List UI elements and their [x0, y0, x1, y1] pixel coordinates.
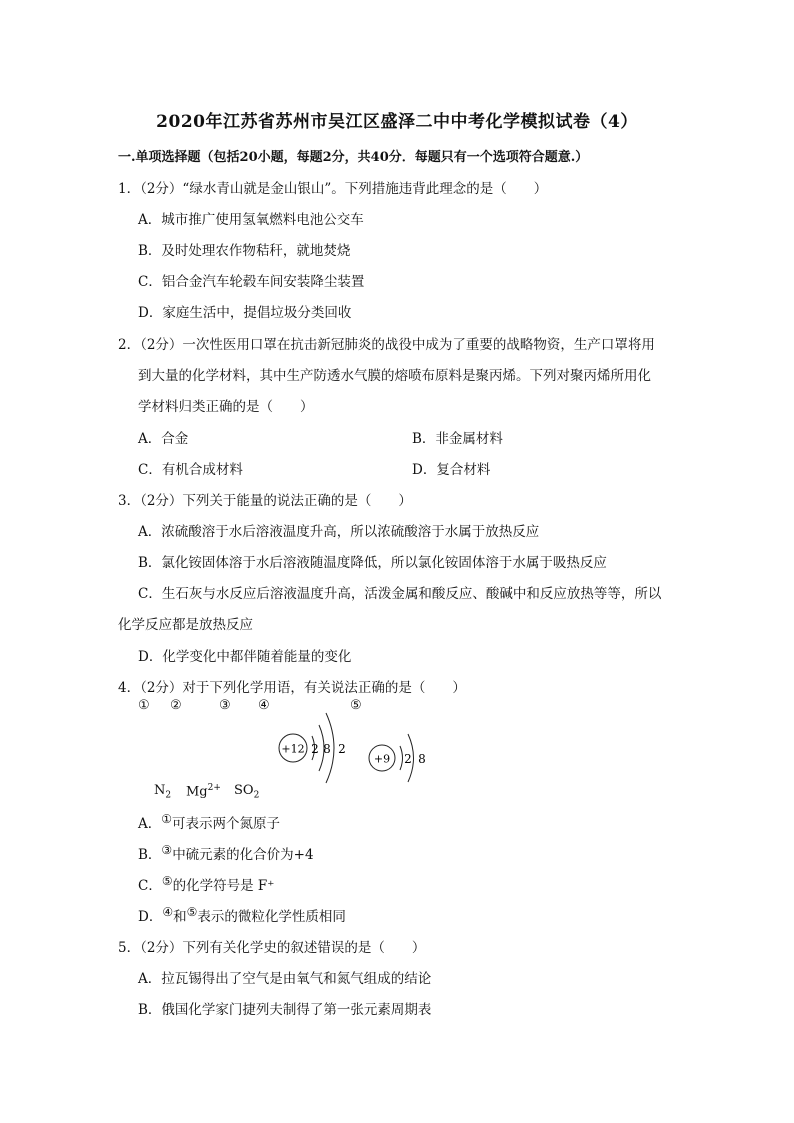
question-4-option-c: C．⑤的化学符号是 F⁺ — [138, 874, 275, 894]
question-5-option-b: B．俄国化学家门捷列夫制得了第一张元素周期表 — [138, 1002, 432, 1018]
question-3-option-b: B．氯化铵固体溶于水后溶液随温度降低，所以氯化铵固体溶于水属于吸热反应 — [138, 555, 607, 571]
question-1-stem: 1．（2分）“绿水青山就是金山银山”。下列措施违背此理念的是（ ） — [118, 181, 548, 197]
formula-n2: $N_2$ — [154, 783, 172, 801]
marker-4: ④ — [162, 905, 174, 919]
question-2-option-a: A．合金 — [138, 431, 189, 447]
marker-2: ② — [170, 698, 182, 713]
question-1-option-a: A．城市推广使用氢氧燃料电池公交车 — [138, 212, 364, 228]
shell-count-1: 2 — [404, 752, 412, 766]
shell-count-2: 8 — [418, 752, 426, 766]
question-2-stem-line-1: 2．（2分）一次性医用口罩在抗击新冠肺炎的战役中成为了重要的战略物资，生产口罩将用 — [118, 337, 655, 353]
question-2-stem-line-2: 到大量的化学材料，其中生产防透水气膜的熔喷布原料是聚丙烯。下列对聚丙烯所用化 — [138, 368, 651, 384]
nucleus-label: +12 — [281, 742, 305, 756]
marker-3: ③ — [219, 698, 231, 713]
shell-count-1: 2 — [311, 742, 319, 756]
question-1-option-c: C．铝合金汽车轮毂车间安装降尘装置 — [138, 274, 365, 290]
question-5-stem: 5．（2分）下列有关化学史的叙述错误的是（ ） — [118, 940, 426, 956]
question-2-option-d: D．复合材料 — [412, 462, 491, 478]
marker-4: ④ — [258, 698, 270, 713]
question-4-stem: 4．（2分）对于下列化学用语，有关说法正确的是（ ） — [118, 680, 466, 696]
marker-5: ⑤ — [186, 905, 198, 919]
question-2-option-c: C．有机合成材料 — [138, 462, 243, 478]
question-3-option-d: D．化学变化中都伴随着能量的变化 — [138, 649, 352, 665]
question-3-option-c-line-1: C．生石灰与水反应后溶液温度升高，活泼金属和酸反应、酸碱中和反应放热等等，所以 — [138, 586, 662, 602]
shell-count-3: 2 — [338, 742, 346, 756]
atom-structure-diagram-4 — [276, 703, 356, 793]
formula-so2: $SO_2$ — [234, 783, 260, 801]
formula-mg-ion: $Mg^{2+}$ — [186, 783, 221, 800]
nucleus-label: +9 — [373, 752, 391, 766]
marker-5: ⑤ — [161, 874, 173, 888]
marker-1: ① — [138, 698, 150, 713]
section-heading: 一.单项选择题（包括20小题，每题2分，共40分．每题只有一个选项符合题意.） — [118, 150, 589, 165]
question-1-option-d: D．家庭生活中，提倡垃圾分类回收 — [138, 305, 352, 321]
shell-arc-1 — [400, 746, 403, 770]
marker-5: ⑤ — [350, 698, 362, 713]
question-2-option-b: B．非金属材料 — [412, 431, 503, 447]
question-1-option-b: B．及时处理农作物秸秆，就地焚烧 — [138, 243, 351, 259]
question-3-option-a: A．浓硫酸溶于水后溶液温度升高，所以浓硫酸溶于水属于放热反应 — [138, 524, 540, 540]
question-5-option-a: A．拉瓦锡得出了空气是由氧气和氮气组成的结论 — [138, 971, 432, 987]
question-4-option-a: A．①可表示两个氮原子 — [138, 812, 281, 832]
question-2-stem-line-3: 学材料归类正确的是（ ） — [138, 399, 314, 415]
atom-structure-diagram-5 — [366, 718, 436, 798]
page-title: 2020年江苏省苏州市吴江区盛泽二中中考化学模拟试卷（4） — [156, 112, 638, 132]
shell-count-2: 8 — [323, 742, 331, 756]
marker-3: ③ — [161, 843, 173, 857]
question-4-option-d: D．④和⑤表示的微粒化学性质相同 — [138, 905, 346, 925]
question-3-option-c-line-2: 化学反应都是放热反应 — [118, 617, 253, 633]
question-4-option-b: B．③中硫元素的化合价为+4 — [138, 843, 314, 863]
marker-1: ① — [161, 812, 173, 826]
question-3-stem: 3．（2分）下列关于能量的说法正确的是（ ） — [118, 493, 412, 509]
